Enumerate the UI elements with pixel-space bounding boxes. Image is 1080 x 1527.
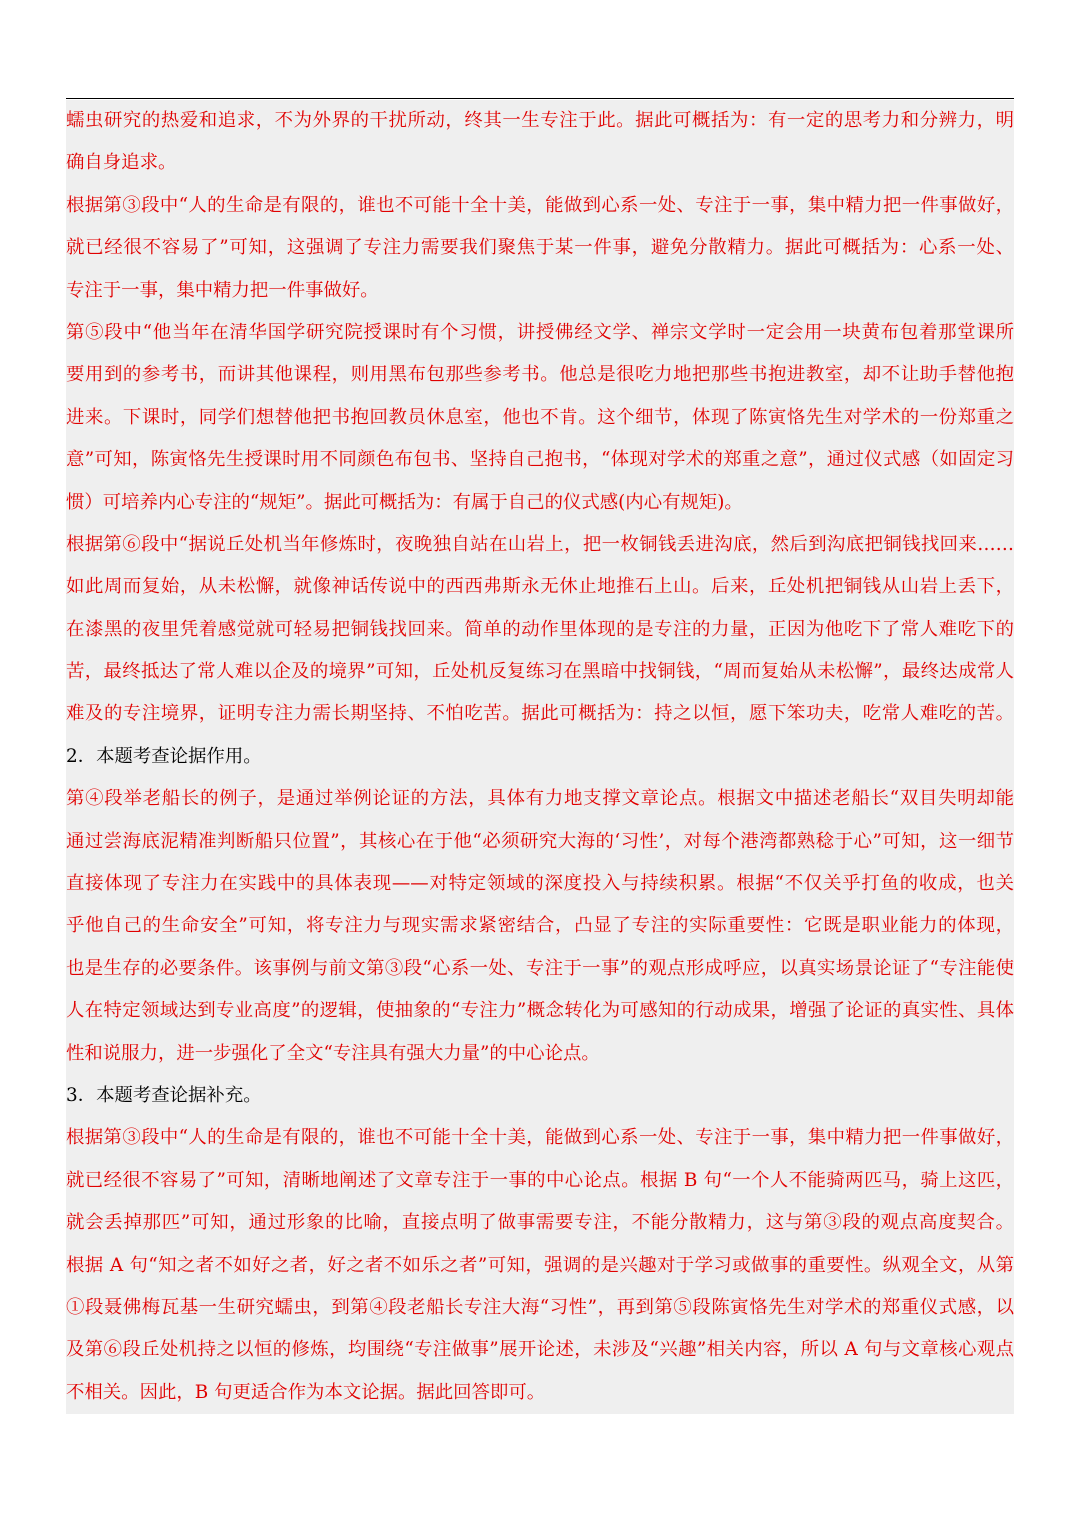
text-line: 根据第③段中“人的生命是有限的，谁也不可能十全十美，能做到心系一处、专注于一事，集中精力把一件事做好， [66,194,1014,216]
text-line: 通过尝海底泥精准判断船只位置”，其核心在于他“必须研究大海的‘习性’，对每个港湾都熟稔于心”可知，这一细节 [66,830,1014,852]
text-line: 意”可知，陈寅恪先生授课时用不同颜色布包书、坚持自己抱书，“体现对学术的郑重之意”，通过仪式感（如固定习 [66,449,1014,471]
text-line: 就已经很不容易了”可知，清晰地阐述了文章专注于一事的中心论点。根据 B 句“一个人不能骑两匹马，骑上这匹， [66,1169,1014,1191]
text-line: 专注于一事，集中精力把一件事做好。 [66,279,379,301]
text-line: 性和说服力，进一步强化了全文“专注具有强大力量”的中心论点。 [66,1042,600,1064]
text-line: 进来。下课时，同学们想替他把书抱回教员休息室，他也不肯。这个细节，体现了陈寅恪先生对学术的一份郑重之 [66,406,1014,428]
text-line: 要用到的参考书，而讲其他课程，则用黑布包那些参考书。他总是很吃力地把那些书抱进教室，却不让助手替他抱 [66,364,1014,386]
text-line: 直接体现了专注力在实践中的具体表现——对特定领域的深度投入与持续积累。根据“不仅关乎打鱼的收成，也关 [66,873,1014,895]
section-heading: 3．本题考查论据补充。 [66,1084,262,1106]
text-line: 难及的专注境界，证明专注力需长期坚持、不怕吃苦。据此可概括为：持之以恒，愿下笨功夫，吃常人难吃的苦。 [66,703,1014,725]
text-line: 惯）可培养内心专注的“规矩”。据此可概括为：有属于自己的仪式感(内心有规矩)。 [66,491,743,513]
text-line: 根据 A 句“知之者不如好之者，好之者不如乐之者”可知，强调的是兴趣对于学习或做事的重要性。纵观全文，从第 [66,1254,1014,1276]
text-line: 根据第⑥段中“据说丘处机当年修炼时，夜晚独自站在山岩上，把一枚铜钱丢进沟底，然后到沟底把铜钱找回来…… [66,533,1014,555]
text-line: 如此周而复始，从未松懈，就像神话传说中的西西弗斯永无休止地推石上山。后来，丘处机把铜钱从山岩上丢下， [66,576,1014,598]
header-rule [66,98,1014,99]
text-line: 就会丢掉那匹”可知，通过形象的比喻，直接点明了做事需要专注，不能分散精力，这与第③段的观点高度契合。 [66,1212,1014,1234]
text-line: 及第⑥段丘处机持之以恒的修炼，均围绕“专注做事”展开论述，未涉及“兴趣”相关内容，所以 A 句与文章核心观点 [66,1339,1014,1361]
text-line: 也是生存的必要条件。该事例与前文第③段“心系一处、专注于一事”的观点形成呼应，以真实场景论证了“专注能使 [66,957,1014,979]
text-line: 人在特定领域达到专业高度”的逻辑，使抽象的“专注力”概念转化为可感知的行动成果，增强了论证的真实性、具体 [66,1000,1014,1022]
text-line: 乎他自己的生命安全”可知，将专注力与现实需求紧密结合，凸显了专注的实际重要性：它既是职业能力的体现， [66,915,1014,937]
section-heading: 2．本题考查论据作用。 [66,745,262,767]
text-line: ①段聂佛梅瓦基一生研究蠕虫，到第④段老船长专注大海“习性”，再到第⑤段陈寅恪先生对学术的郑重仪式感，以 [66,1296,1014,1318]
text-line: 蠕虫研究的热爱和追求，不为外界的干扰所动，终其一生专注于此。据此可概括为：有一定的思考力和分辨力，明 [66,110,1014,131]
text-line: 就已经很不容易了”可知，这强调了专注力需要我们聚焦于某一件事，避免分散精力。据此可概括为：心系一处、 [66,237,1014,259]
text-line: 确自身追求。 [66,152,177,174]
text-line: 第⑤段中“他当年在清华国学研究院授课时有个习惯，讲授佛经文学、禅宗文学时一定会用一块黄布包着那堂课所 [66,321,1014,343]
text-line: 不相关。因此，B 句更适合作为本文论据。据此回答即可。 [66,1381,546,1403]
text-line: 第④段举老船长的例子，是通过举例论证的方法，具体有力地支撑文章论点。根据文中描述老船长“双目失明却能 [66,788,1014,810]
text-line: 苦，最终抵达了常人难以企及的境界”可知，丘处机反复练习在黑暗中找铜钱，“周而复始从未松懈”，最终达成常人 [66,661,1014,683]
answer-analysis-block [66,100,1014,1414]
text-line: 在漆黑的夜里凭着感觉就可轻易把铜钱找回来。简单的动作里体现的是专注的力量，正因为他吃下了常人难吃下的 [66,618,1014,640]
text-line: 根据第③段中“人的生命是有限的，谁也不可能十全十美，能做到心系一处、专注于一事，集中精力把一件事做好， [66,1127,1014,1149]
